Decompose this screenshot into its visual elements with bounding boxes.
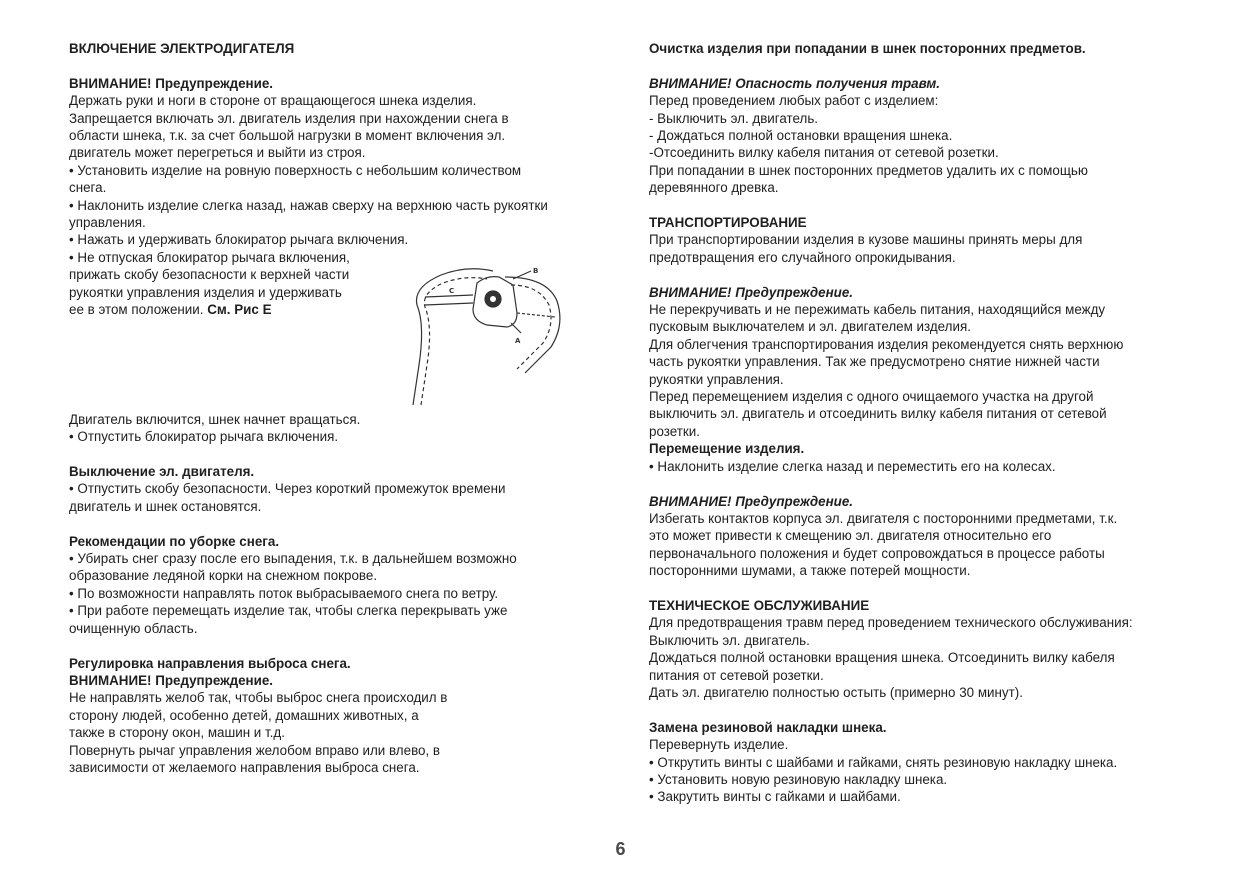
text-line: • Наклонить изделие слегка назад, нажав сверху на верхнюю часть рукоятки — [69, 197, 548, 213]
text-line: двигатель может перегреться и выйти из строя. — [69, 145, 366, 161]
paragraph-after-figure — [69, 411, 599, 446]
text-line: Не направлять желоб так, чтобы выброс снега происходил в — [69, 690, 448, 706]
text-line: Перевернуть изделие. — [649, 737, 789, 753]
text-line: • Нажать и удерживать блокиратор рычага включения. — [69, 232, 409, 248]
text-line: Держать руки и ноги в стороне от вращающегося шнека изделия. — [69, 93, 477, 109]
text-line: розетки. — [649, 423, 700, 439]
paragraph-motor-start — [69, 92, 599, 249]
text-line: • Открутить винты с шайбами и гайками, снять резиновую накладку шнека. — [649, 754, 1118, 770]
text-line: • Установить изделие на ровную поверхность с небольшим количеством — [69, 162, 522, 178]
text-line: образование ледяной корки на снежном покрове. — [69, 568, 378, 584]
text-line: • Наклонить изделие слегка назад и переместить его на колесах. — [649, 458, 1056, 474]
section-title-motor-start: ВКЛЮЧЕНИЕ ЭЛЕКТРОДИГАТЕЛЯ — [69, 41, 295, 56]
text-line: - Дождаться полной остановки вращения шнека. — [649, 128, 953, 144]
paragraph-cable-warning — [649, 301, 1189, 440]
text-line: Перед проведением любых работ с изделием: — [649, 93, 939, 109]
warning-heading: ВНИМАНИЕ! Предупреждение. — [649, 493, 854, 509]
text-line: также в сторону окон, машин и т.д. — [69, 725, 285, 741]
text-line: При транспортировании изделия в кузове машины принять меры для — [649, 232, 1083, 248]
text-line: часть рукоятки управления. Так же предусмотрено снятие нижней части — [649, 354, 1100, 370]
warning-heading: ВНИМАНИЕ! Предупреждение. — [649, 284, 854, 300]
text-line: снега. — [69, 180, 107, 196]
text-line: выключить эл. двигатель и отсоединить вилку кабеля питания от сетевой — [649, 406, 1107, 422]
text-line: Дать эл. двигателю полностью остыть (примерно 30 минут). — [649, 684, 1023, 700]
figure-e-handle-diagram — [407, 255, 567, 409]
section-title-chute-direction: Регулировка направления выброса снега. — [69, 655, 351, 671]
paragraph-transport — [649, 231, 1189, 266]
text-line: зависимости от желаемого направления выброса снега. — [69, 759, 420, 775]
text-line: • Отпустить блокиратор рычага включения. — [69, 429, 339, 445]
text-line: • Убирать снег сразу после его выпадения, т.к. в дальнейшем возможно — [69, 551, 517, 567]
left-column — [69, 40, 599, 776]
page-number: 6 — [615, 839, 626, 859]
figure-row — [69, 249, 599, 411]
figure-reference: См. Рис Е — [207, 302, 272, 318]
section-title-snow-tips: Рекомендации по уборке снега. — [69, 533, 280, 549]
figure-label-a: A — [515, 336, 521, 345]
text-line: Дождаться полной остановки вращения шнека. Отсоединить вилку кабеля — [649, 650, 1115, 666]
warning-heading: ВНИМАНИЕ! Предупреждение. — [69, 75, 274, 91]
text-line: деревянного древка. — [649, 180, 779, 196]
figure-reference-line: ее в этом положении. См. Рис Е — [69, 302, 272, 318]
text-line: Для облегчения транспортирования изделия рекомендуется снять верхнюю — [649, 336, 1124, 352]
text-line: Избегать контактов корпуса эл. двигателя с посторонними предметами, т.к. — [649, 510, 1118, 526]
text-line: • По возможности направлять поток выбрасываемого снега по ветру. — [69, 585, 499, 601]
text-line: очищенную область. — [69, 620, 198, 636]
section-title-auger-cleaning: Очистка изделия при попадании в шнек посторонних предметов. — [649, 41, 1086, 56]
section-title-maintenance: ТЕХНИЧЕСКОЕ ОБСЛУЖИВАНИЕ — [649, 597, 870, 613]
paragraph-chute-direction — [69, 689, 599, 776]
text-line: Двигатель включится, шнек начнет вращаться. — [69, 411, 361, 427]
right-column — [649, 40, 1189, 806]
text-line: посторонними шумами, а также потерей мощности. — [649, 563, 971, 579]
text-line: питания от сетевой розетки. — [649, 667, 824, 683]
figure-label-c: C — [449, 286, 455, 295]
text-line: первоначального положения и будет сопровождаться в процессе работы — [649, 545, 1105, 561]
text-line: • Установить новую резиновую накладку шнека. — [649, 771, 948, 787]
text-line: прижать скобу безопасности к верхней части — [69, 267, 350, 283]
text-line: Повернуть рычаг управления желобом вправо или влево, в — [69, 742, 441, 758]
text-line: • Закрутить винты с гайками и шайбами. — [649, 789, 901, 805]
text-line: предотвращения его случайного опрокидывания. — [649, 249, 956, 265]
figure-label-b: B — [533, 266, 539, 275]
section-title-transport: ТРАНСПОРТИРОВАНИЕ — [649, 215, 807, 231]
text-line: Не перекручивать и не пережимать кабель питания, находящийся между — [649, 302, 1106, 318]
section-title-rubber-pad: Замена резиновой накладки шнека. — [649, 719, 887, 735]
text-line: • При работе перемещать изделие так, чтобы слегка перекрывать уже — [69, 603, 508, 619]
text-line: • Не отпуская блокиратор рычага включения, — [69, 249, 350, 265]
paragraph-auger-cleaning — [649, 92, 1189, 196]
text-line: области шнека, т.к. за счет большой нагрузки в момент включения эл. — [69, 128, 506, 144]
text-line: При попадании в шнек посторонних предметов удалить их с помощью — [649, 162, 1088, 178]
paragraph-motor-stop — [69, 480, 599, 515]
text-line: рукоятки управления. — [649, 371, 784, 387]
text-line: Для предотвращения травм перед проведением технического обслуживания: — [649, 615, 1133, 631]
warning-heading: ВНИМАНИЕ! Предупреждение. — [69, 672, 274, 688]
paragraph-moving — [649, 458, 1189, 475]
text-line: • Отпустить скобу безопасности. Через короткий промежуток времени — [69, 481, 506, 497]
paragraph-maintenance — [649, 614, 1189, 701]
warning-heading-injury: ВНИМАНИЕ! Опасность получения травм. — [649, 75, 940, 91]
text-line: Запрещается включать эл. двигатель изделия при нахождении снега в — [69, 110, 509, 126]
text-line: - Выключить эл. двигатель. — [649, 110, 819, 126]
text-line: рукоятки управления изделия и удерживать — [69, 284, 342, 300]
text-line: управления. — [69, 215, 146, 231]
text-line: -Отсоединить вилку кабеля питания от сетевой розетки. — [649, 145, 999, 161]
section-title-motor-stop: Выключение эл. двигателя. — [69, 464, 255, 480]
text-line: пусковым выключателем и эл. двигателем изделия. — [649, 319, 971, 335]
subsection-title-moving: Перемещение изделия. — [649, 441, 805, 457]
text-line: Выключить эл. двигатель. — [649, 632, 810, 648]
text-line: Перед перемещением изделия с одного очищаемого участка на другой — [649, 389, 1094, 405]
text-line: сторону людей, особенно детей, домашних животных, а — [69, 707, 419, 723]
text-line: двигатель и шнек остановятся. — [69, 498, 262, 514]
figure-text — [69, 249, 350, 319]
paragraph-rubber-pad — [649, 736, 1189, 806]
text-line: это может привести к смещению эл. двигателя относительно его — [649, 528, 1052, 544]
paragraph-housing-warning — [649, 510, 1189, 580]
paragraph-snow-tips — [69, 550, 599, 637]
